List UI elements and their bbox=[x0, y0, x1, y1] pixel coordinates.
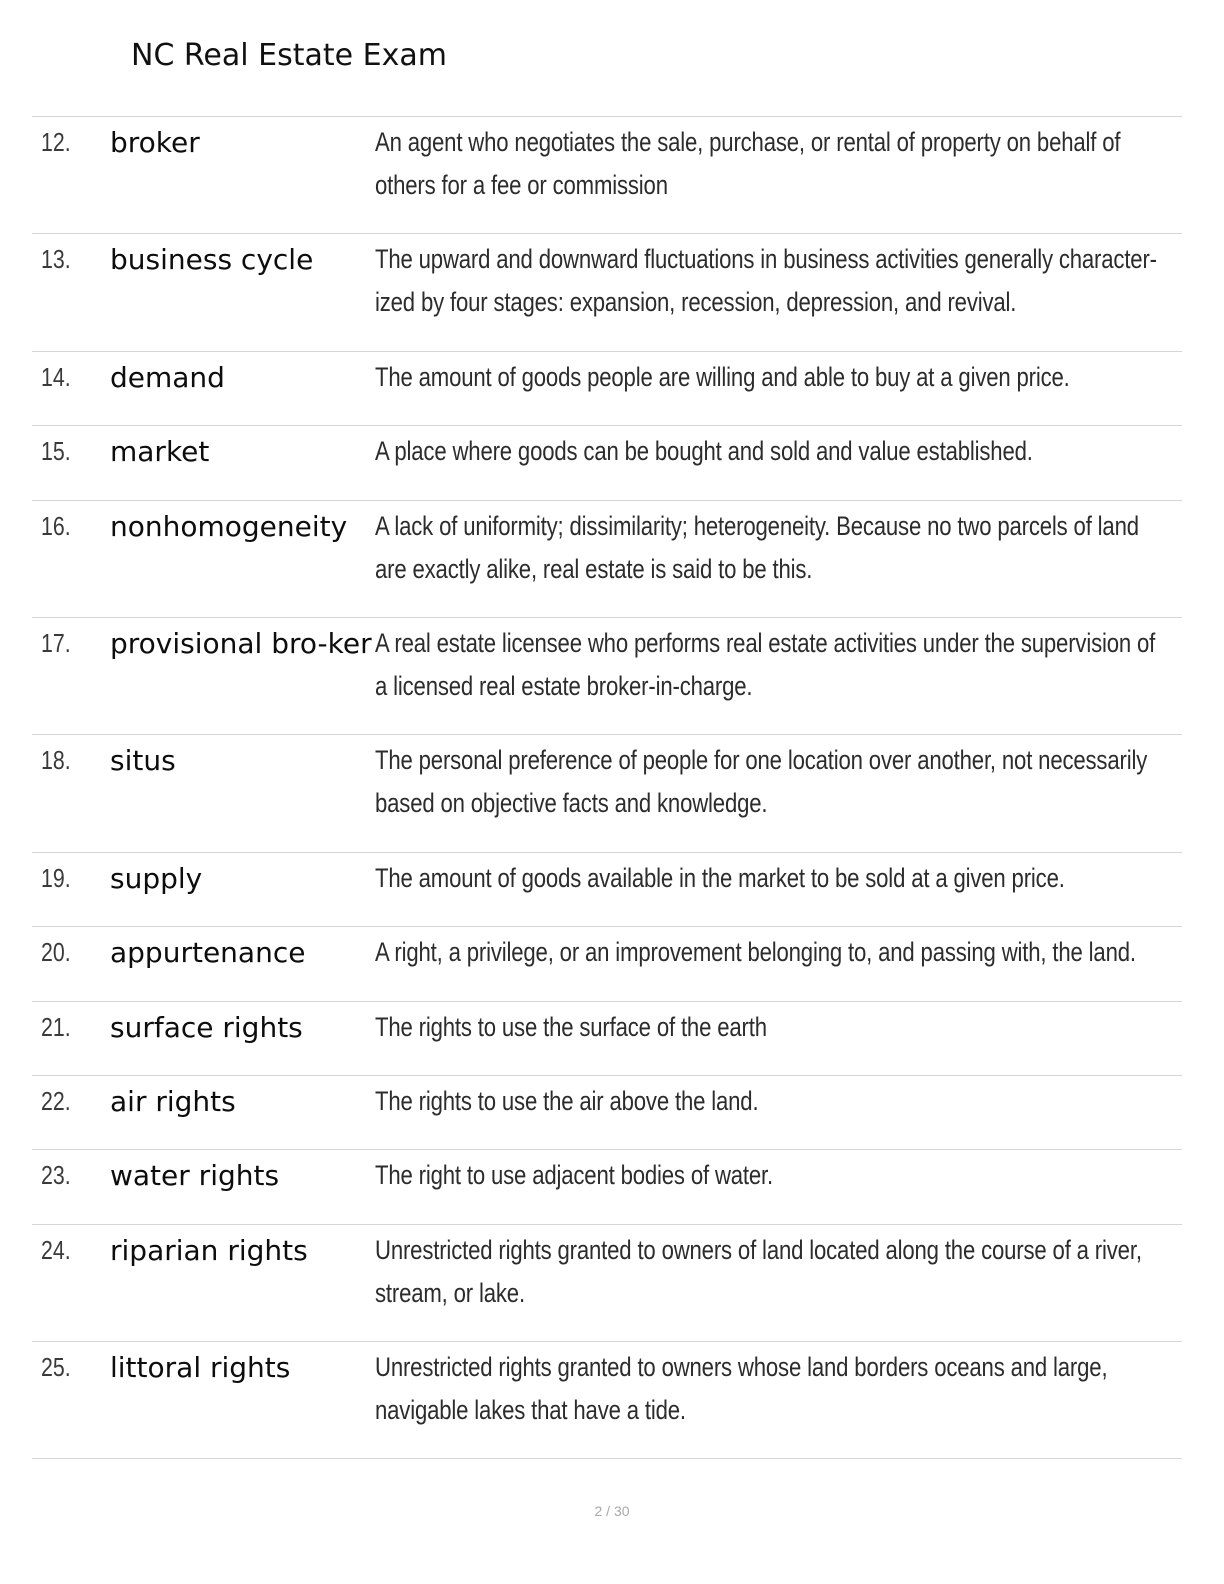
entry-number: 14. bbox=[41, 361, 71, 392]
entry-term: market bbox=[110, 435, 210, 469]
entry-number: 18. bbox=[41, 745, 71, 776]
entry-term: broker bbox=[110, 126, 200, 159]
entry-definition: The amount of goods people are willing and able to buy at a given price. bbox=[375, 361, 1070, 392]
glossary-entry bbox=[32, 426, 1182, 500]
glossary-entry bbox=[32, 618, 1182, 735]
entry-definition: The rights to use the air above the land. bbox=[375, 1085, 759, 1116]
entry-term: business cycle bbox=[110, 243, 314, 277]
glossary-entry bbox=[32, 234, 1182, 351]
entry-definition: Unrestricted rights granted to owners whose land borders oceans and large, navigable lakes that have a tide. bbox=[375, 1352, 1108, 1426]
glossary-entry bbox=[32, 117, 1182, 234]
entry-term: demand bbox=[110, 360, 225, 394]
entry-term: littoral rights bbox=[110, 1351, 291, 1385]
entry-number: 20. bbox=[41, 937, 71, 968]
entry-term: surface rights bbox=[110, 1010, 303, 1044]
entry-number: 25. bbox=[41, 1352, 71, 1383]
glossary-entry bbox=[32, 352, 1182, 426]
entry-term: situs bbox=[110, 744, 176, 778]
entry-term: air rights bbox=[110, 1084, 236, 1118]
entry-term: riparian rights bbox=[110, 1233, 308, 1267]
glossary-entry bbox=[32, 1076, 1182, 1150]
entry-term: supply bbox=[110, 861, 203, 895]
entry-number: 12. bbox=[41, 127, 71, 157]
glossary-entry bbox=[32, 1002, 1182, 1076]
glossary-entry bbox=[32, 927, 1182, 1001]
entry-number: 24. bbox=[41, 1234, 71, 1265]
entry-definition: The personal preference of people for one location over another, not necessarily based on objective facts and knowledge. bbox=[375, 745, 1148, 819]
entry-number: 22. bbox=[41, 1085, 71, 1116]
entry-term: appurtenance bbox=[110, 936, 306, 970]
glossary-entry bbox=[32, 1225, 1182, 1342]
entry-term: nonhomogeneity bbox=[110, 509, 348, 543]
entry-number: 21. bbox=[41, 1011, 71, 1042]
glossary-entry bbox=[32, 1150, 1182, 1224]
entry-definition: A right, a privilege, or an improvement belonging to, and passing with, the land. bbox=[375, 937, 1136, 968]
entry-definition: The upward and downward fluctuations in business activities generally character-ized by four stages: expansion, recession, depression, and revival. bbox=[375, 244, 1157, 318]
glossary-entry bbox=[32, 1342, 1182, 1459]
page-number: 2 / 30 bbox=[594, 1503, 630, 1519]
glossary-entry bbox=[32, 853, 1182, 927]
glossary-table bbox=[32, 116, 1182, 1459]
entry-number: 19. bbox=[41, 862, 71, 893]
entry-number: 17. bbox=[41, 627, 71, 658]
entry-number: 23. bbox=[41, 1160, 71, 1191]
entry-definition: The right to use adjacent bodies of water. bbox=[375, 1160, 774, 1191]
entry-definition: Unrestricted rights granted to owners of land located along the course of a river, stream, or lake. bbox=[375, 1234, 1142, 1308]
entry-number: 13. bbox=[41, 244, 71, 275]
entry-definition: The amount of goods available in the market to be sold at a given price. bbox=[375, 862, 1065, 893]
glossary-entry bbox=[32, 735, 1182, 852]
page-title: NC Real Estate Exam bbox=[131, 38, 447, 73]
glossary-entry bbox=[32, 501, 1182, 618]
entry-term: water rights bbox=[110, 1159, 280, 1193]
entry-number: 15. bbox=[41, 436, 71, 467]
entry-definition: A place where goods can be bought and sold and value established. bbox=[375, 436, 1033, 467]
entry-term: provisional bro-ker bbox=[110, 626, 372, 660]
entry-number: 16. bbox=[41, 510, 71, 541]
entry-definition: A lack of uniformity; dissimilarity; heterogeneity. Because no two parcels of land are exactly alike, real estate is said to be this. bbox=[375, 510, 1139, 584]
entry-definition: A real estate licensee who performs real estate activities under the supervision of a licensed real estate broker-in-charge. bbox=[375, 627, 1156, 701]
entry-definition: An agent who negotiates the sale, purchase, or rental of property on behalf of others for a fee or commission bbox=[375, 127, 1121, 200]
entry-definition: The rights to use the surface of the earth bbox=[375, 1011, 767, 1042]
